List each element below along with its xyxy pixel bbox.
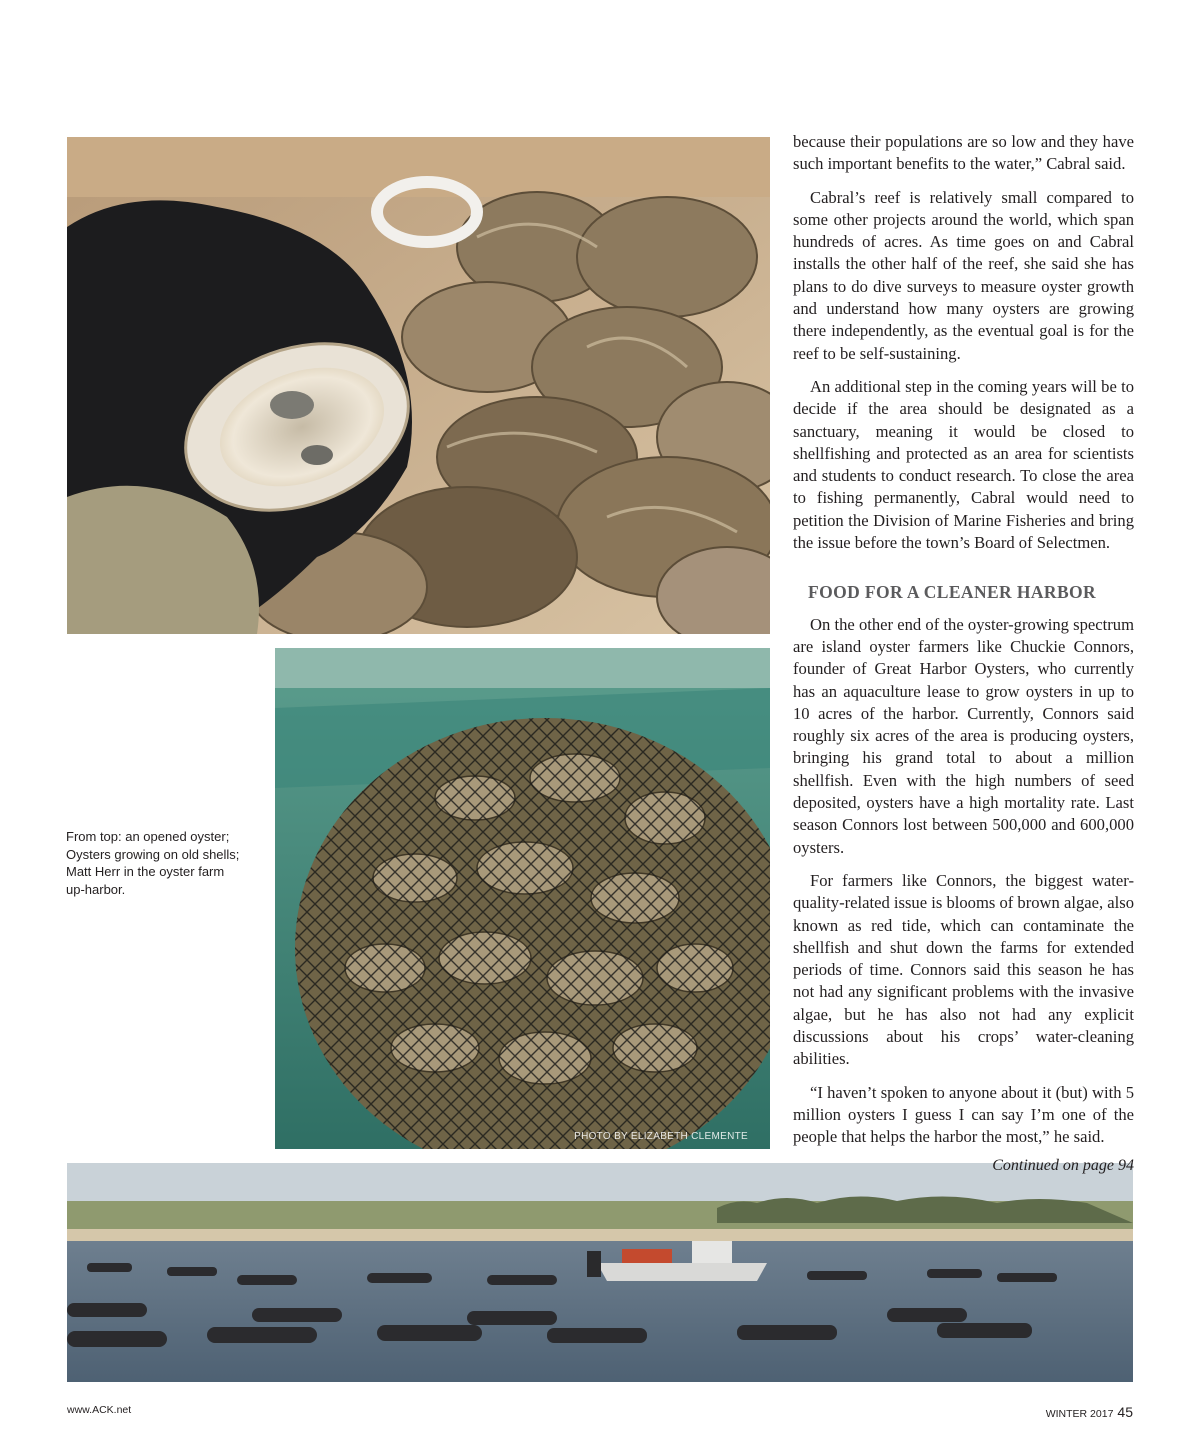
article-paragraph: because their populations are so low and they have such important benefits to the water,” Cabral said. bbox=[793, 132, 1134, 174]
photo-credit: PHOTO BY ELIZABETH CLEMENTE bbox=[574, 1131, 748, 1142]
article-paragraph: On the other end of the oyster-growing spectrum are island oyster farmers like Chuckie Connors, founder of Great Harbor Oysters, who currently has an aquaculture lease to grow oysters in up to 10 acres of the harbor. Currently, Connors said roughly six acres of the area is producing oysters, bringing his grand total to about a million shellfish. Even with the high numbers of seed deposited, oysters have a high mortality rate. Last season Connors lost between 500,000 and 600,000 oysters. bbox=[793, 614, 1134, 857]
article-column bbox=[793, 131, 1134, 1178]
page-number: 45 bbox=[1117, 1404, 1133, 1420]
footer-issue bbox=[1046, 1404, 1133, 1420]
article-paragraph: An additional step in the coming years will be to decide if the area should be designated as a sanctuary, meaning it would be closed to shellfishing and protected as an area for scientists and students to conduct research. To close the area to fishing permanently, Cabral would need to petition the Division of Marine Fisheries and bring the issue before the town’s Board of Selectmen. bbox=[793, 376, 1134, 553]
photo-caption: From top: an opened oyster; Oysters growing on old shells; Matt Herr in the oyster farm up-harbor. bbox=[66, 829, 240, 897]
article-paragraph: Cabral’s reef is relatively small compared to some other projects around the world, which span hundreds of acres. As time goes on and Cabral installs the other half of the reef, she said she has plans to do dive surveys to measure oyster growth and understand how many oysters are growing there independently, as the eventual goal is for the reef to be self-sustaining. bbox=[793, 187, 1134, 363]
article-paragraph: For farmers like Connors, the biggest water-quality-related issue is blooms of brown algae, also known as red tide, which can contaminate the shellfish and shut down the farms for extended periods of time. Connors said this season he has not had any significant problems with the invasive algae, but he has also not had any explicit discussions about his crops’ water-cleaning abilities. bbox=[793, 870, 1135, 1069]
continued-note: Continued on page 94 bbox=[992, 1157, 1134, 1175]
photo-oyster-bag bbox=[275, 648, 770, 1149]
footer-issue-label: WINTER 2017 bbox=[1045, 1408, 1114, 1420]
photo-oyster-farm bbox=[67, 1163, 1133, 1382]
photo-opened-oyster bbox=[67, 137, 770, 634]
article-paragraph: “I haven’t spoken to anyone about it (but) with 5 million oysters I guess I can say I’m one of the people that helps the harbor the most,” he said. bbox=[793, 1082, 1134, 1147]
section-subheading: FOOD FOR A CLEANER HARBOR bbox=[808, 582, 1097, 603]
footer-website: www.ACK.net bbox=[67, 1404, 132, 1416]
